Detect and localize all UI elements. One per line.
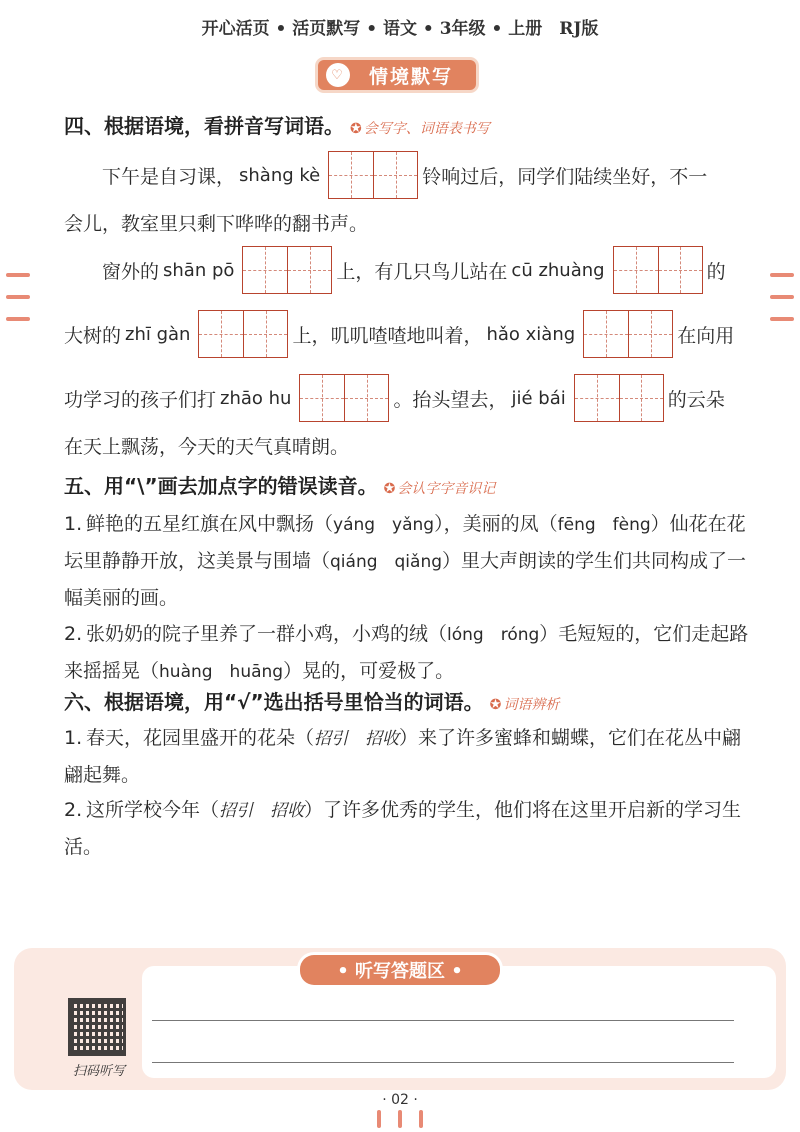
text: 上，叽叽喳喳地叫着， [292, 324, 483, 347]
pinyin: hǎo xiàng [486, 323, 576, 345]
pinyin-options[interactable]: lóng róng [447, 625, 540, 645]
item-number: 2. [64, 623, 83, 645]
heart-icon: ♡ [326, 63, 350, 87]
text: ）来了许多蜜蜂和蝴蝶，它们在花丛中翩翩起舞。 [64, 727, 742, 786]
item-number: 1. [64, 513, 83, 535]
answer-line-2[interactable] [152, 1062, 734, 1063]
pinyin: zhī gàn [125, 323, 191, 345]
text: ）了许多优秀的学生，他们将在这里开启新的学习生活。 [64, 799, 742, 858]
s4-line-3 [102, 245, 726, 295]
pinyin: shàng kè [239, 164, 321, 186]
text: 张奶奶的院子里养了一群小鸡，小鸡的绒（ [86, 623, 448, 645]
pinyin-options[interactable]: huàng huāng [159, 662, 284, 682]
section-4-tag [350, 121, 490, 137]
answer-grid[interactable] [299, 374, 389, 422]
text: 在向用 [677, 324, 735, 347]
gear-icon: ✪ [383, 481, 396, 497]
section-5-tag [384, 481, 496, 497]
banner-label: 情境默写 [368, 65, 453, 88]
answer-grid[interactable] [574, 374, 664, 422]
item-number: 2. [64, 799, 83, 821]
text: ）里大声朗读的学生们共同构成了一幅美丽的画。 [64, 550, 747, 609]
answer-grid[interactable] [242, 246, 332, 294]
section-5-title [64, 470, 495, 499]
pinyin-options[interactable]: fēng fèng [557, 515, 651, 535]
gear-icon: ✪ [350, 121, 362, 137]
text: ）仙花在花坛里静静开放，这美景与围墙（ [64, 513, 746, 572]
s6-item-1 [64, 720, 754, 793]
page-number: · 02 · [382, 1092, 418, 1108]
s4-line-1 [102, 150, 707, 200]
text: 鲜艳的五星红旗在风中飘扬（ [86, 513, 334, 535]
pinyin: cū zhuàng [511, 259, 605, 281]
text: 会儿，教室里只剩下哗哗的翻书声。 [64, 212, 369, 235]
s4-line-2 [64, 197, 368, 247]
section-4-title-text: 四、根据语境，看拼音写词语。 [64, 114, 344, 138]
qr-label: 扫码听写 [72, 1064, 125, 1079]
text: 在天上飘荡，今天的天气真晴朗。 [64, 435, 350, 458]
s5-item-2 [64, 616, 754, 690]
answer-grid[interactable] [583, 310, 673, 358]
pinyin: jié bái [511, 387, 566, 409]
text: 。抬头望去， [393, 388, 508, 411]
qr-code[interactable] [68, 998, 126, 1056]
left-side-marks [6, 273, 30, 339]
gear-icon: ✪ [489, 697, 502, 713]
section-5-tag-text: 会认字字音识记 [397, 481, 496, 497]
text: 上，有几只鸟儿站在 [336, 260, 508, 283]
text: 窗外的 [102, 260, 160, 283]
section-4-title [64, 110, 490, 139]
answer-banner: • 听写答题区 • [300, 955, 500, 985]
text: 春天，花园里盛开的花朵（ [86, 727, 315, 749]
answer-grid[interactable] [328, 151, 418, 199]
text: 的云朵 [667, 388, 725, 411]
section-4-tag-text: 会写字、词语表书写 [363, 121, 490, 137]
right-side-marks [770, 273, 794, 339]
text: ）毛短短的，它们走起路来摇摇晃（ [64, 623, 749, 682]
s4-line-4 [64, 309, 734, 359]
section-6-tag [490, 697, 560, 713]
text: 下午是自习课， [102, 165, 236, 188]
section-5-title-text: 五、用“\”画去加点字的错误读音。 [64, 474, 378, 498]
section-6-title [64, 686, 559, 715]
text: 大树的 [64, 324, 122, 347]
text: ），美丽的凤（ [434, 513, 558, 535]
section-6-tag-text: 词语辨析 [503, 697, 560, 713]
page-bars [377, 1110, 423, 1128]
text: 的 [706, 260, 726, 283]
text: ）晃的，可爱极了。 [283, 660, 455, 682]
word-options[interactable]: 招引 招收 [314, 729, 400, 749]
pinyin-options[interactable]: qiáng qiǎng [330, 552, 443, 572]
item-number: 1. [64, 727, 83, 749]
answer-grid[interactable] [198, 310, 288, 358]
answer-line-1[interactable] [152, 1020, 734, 1021]
word-options[interactable]: 招引 招收 [219, 801, 305, 821]
s5-item-1 [64, 506, 754, 616]
section-6-title-text: 六、根据语境，用“√”选出括号里恰当的词语。 [64, 690, 484, 714]
text: 铃响过后，同学们陆续坐好，不一 [422, 165, 708, 188]
page-header-title: 开心活页 • 活页默写 • 语文 • 3年级 • 上册 RJ版 [201, 19, 599, 39]
answer-grid[interactable] [613, 246, 703, 294]
pinyin: shān pō [163, 259, 235, 281]
pinyin-options[interactable]: yáng yǎng [333, 515, 435, 535]
text: 这所学校今年（ [86, 799, 220, 821]
text: 功学习的孩子们打 [64, 388, 217, 411]
section-banner [318, 60, 476, 90]
s6-item-2 [64, 792, 754, 865]
s4-line-6 [64, 420, 349, 470]
pinyin: zhāo hu [220, 387, 292, 409]
s4-line-5 [64, 373, 725, 423]
